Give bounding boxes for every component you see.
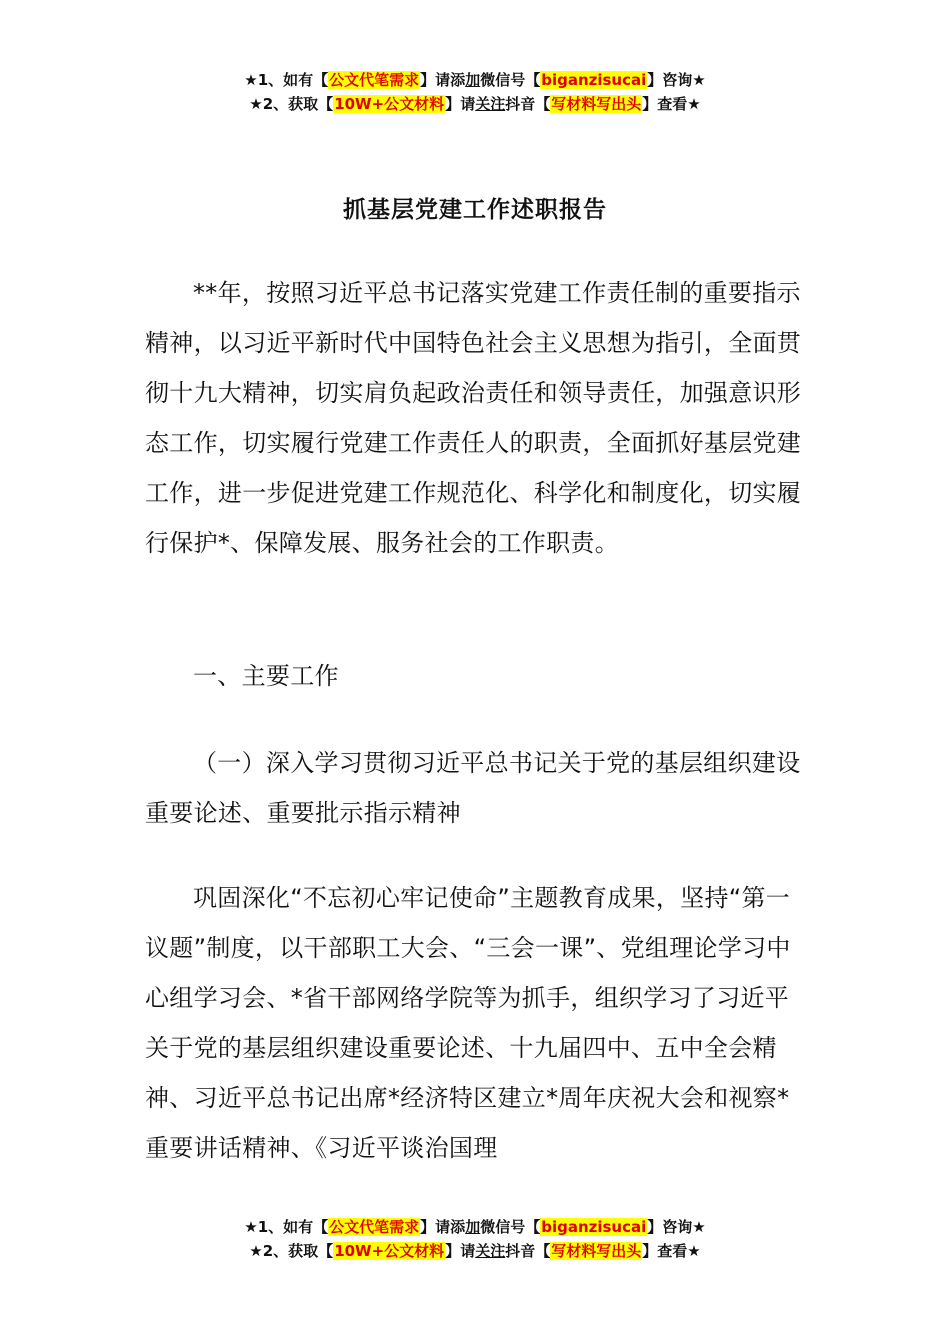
banner-line-2 xyxy=(0,1239,950,1263)
paragraph-text: **年，按照习近平总书记落实党建工作责任制的重要指示精神，以习近平新时代中国特色社会主义思想为指引，全面贯彻十九大精神，切实肩负起政治责任和领导责任，加强意识形态工作，切实履行党建工作责任人的职责，全面抓好基层党建工作，进一步促进党建工作规范化、科学化和制度化，切实履行保护*、保障发展、服务社会的工作职责。 xyxy=(145,279,802,557)
highlight-service: 公文代笔需求 xyxy=(329,71,420,89)
intro-paragraph xyxy=(145,268,810,568)
banner-text: 】查看★ xyxy=(642,95,701,113)
banner-line-1 xyxy=(0,68,950,92)
body-paragraph xyxy=(145,873,810,1173)
document-title: 抓基层党建工作述职报告 xyxy=(343,197,607,223)
banner-text: 】请添 xyxy=(420,1218,466,1236)
banner-text: 】咨询★ xyxy=(647,71,706,89)
banner-text: 抖音【 xyxy=(505,95,551,113)
banner-text: ★1、如有【 xyxy=(244,71,329,89)
highlight-materials: 10W+公文材料 xyxy=(334,1242,445,1260)
banner-text: 】请添 xyxy=(420,71,466,89)
banner-text: 】请 xyxy=(445,95,476,113)
banner-line-2 xyxy=(0,92,950,116)
highlight-douyin-account: 写材料写出头 xyxy=(551,95,642,113)
banner-text: 】咨询★ xyxy=(647,1218,706,1236)
highlight-service: 公文代笔需求 xyxy=(329,1218,420,1236)
banner-text: 】查看★ xyxy=(642,1242,701,1260)
highlight-douyin-account: 写材料写出头 xyxy=(551,1242,642,1260)
banner-underlined-text: 加 xyxy=(465,1218,481,1236)
banner-text: 微信号【 xyxy=(480,71,541,89)
banner-text: 】请 xyxy=(445,1242,476,1260)
banner-text: ★2、获取【 xyxy=(249,1242,334,1260)
paragraph-text: 巩固深化“不忘初心牢记使命”主题教育成果，坚持“第一议题”制度，以干部职工大会、“三会一课”、党组理论学习中心组学习会、*省干部网络学院等为抓手，组织学习了习近平关于党的基层组织建设重要论述、十九届四中、五中全会精神、习近平总书记出席*经济特区建立*周年庆祝大会和视察*重要讲话精神、《习近平谈治国理 xyxy=(145,884,791,1162)
banner-underlined-text: 加 xyxy=(465,71,481,89)
banner-underlined-text: 关注 xyxy=(475,95,506,113)
subsection-heading-text: （一）深入学习贯彻习近平总书记关于党的基层组织建设重要论述、重要批示指示精神 xyxy=(145,749,801,827)
banner-text: 微信号【 xyxy=(480,1218,541,1236)
bottom-banner xyxy=(0,1215,950,1263)
highlight-materials: 10W+公文材料 xyxy=(334,95,445,113)
banner-text: 抖音【 xyxy=(505,1242,551,1260)
banner-underlined-text: 关注 xyxy=(475,1242,506,1260)
section-heading xyxy=(145,651,810,701)
highlight-wechat-id: biganzisucai xyxy=(541,71,647,89)
top-banner xyxy=(0,68,950,116)
banner-text: ★1、如有【 xyxy=(244,1218,329,1236)
banner-text: ★2、获取【 xyxy=(249,95,334,113)
highlight-wechat-id: biganzisucai xyxy=(541,1218,647,1236)
subsection-heading xyxy=(145,738,810,838)
section-heading-text: 一、主要工作 xyxy=(193,662,339,690)
banner-line-1 xyxy=(0,1215,950,1239)
